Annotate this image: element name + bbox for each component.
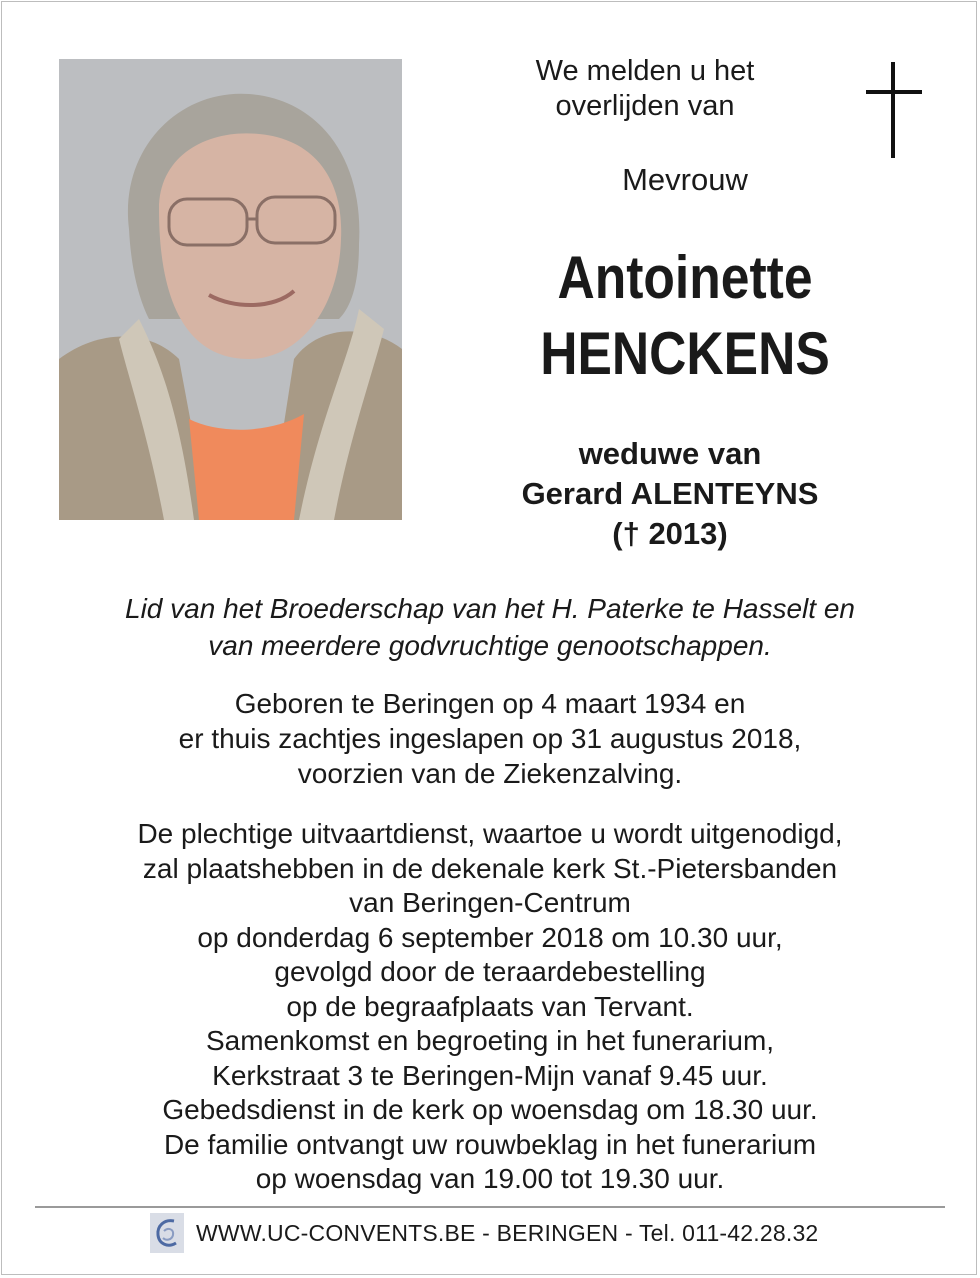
service-line: De plechtige uitvaartdienst, waartoe u wordt uitgenodigd, [137, 818, 843, 849]
service-details [40, 817, 940, 1197]
spouse-name: Gerard ALENTEYNS [521, 476, 819, 511]
birth-death-line: Geboren te Beringen op 4 maart 1934 en [234, 688, 746, 719]
deceased-last-name: HENCKENS [540, 320, 830, 387]
birth-death-line: voorzien van de Ziekenzalving. [297, 758, 683, 789]
announcement-line: overlijden van [555, 90, 735, 122]
spouse-death-year: († 2013) [612, 516, 728, 551]
portrait-photo [59, 59, 402, 520]
membership-line: van meerdere godvruchtige genootschappen. [208, 630, 772, 661]
service-line: op donderdag 6 september 2018 om 10.30 uur, [197, 921, 783, 953]
uc-logo-icon [150, 1213, 184, 1253]
deceased-name [530, 240, 840, 392]
birth-death-text [40, 686, 940, 791]
spouse-relation: weduwe van [578, 436, 762, 471]
honorific: Mevrouw [622, 162, 748, 197]
membership-text [40, 590, 940, 664]
footer [150, 1212, 818, 1254]
footer-contact: WWW.UC-CONVENTS.BE - BERINGEN - Tel. 011-42.28.32 [196, 1219, 819, 1246]
service-line: op de begraafplaats van Tervant. [286, 990, 694, 1022]
spouse-info [440, 434, 900, 554]
service-line: Samenkomst en begroeting in het funerarium, [205, 1025, 775, 1056]
footer-divider [35, 1206, 945, 1208]
service-line: van Beringen-Centrum [349, 887, 631, 918]
service-line: zal plaatshebben in de dekenale kerk St.-Pietersbanden [142, 852, 838, 884]
deceased-first-name: Antoinette [557, 244, 813, 311]
announcement-line: We melden u het [535, 55, 755, 87]
service-line: op woensdag van 19.00 tot 19.30 uur. [255, 1163, 725, 1194]
service-line: gevolgd door de teraardebestelling [274, 956, 706, 987]
announcement-text [450, 54, 840, 124]
membership-line: Lid van het Broederschap van het H. Paterke te Hasselt en [125, 593, 855, 624]
service-line: Gebedsdienst in de kerk op woensdag om 18.30 uur. [162, 1094, 818, 1125]
service-line: De familie ontvangt uw rouwbeklag in het funerarium [163, 1128, 817, 1160]
cross-icon [866, 62, 922, 158]
birth-death-line: er thuis zachtjes ingeslapen op 31 augustus 2018, [178, 723, 802, 754]
service-line: Kerkstraat 3 te Beringen-Mijn vanaf 9.45 uur. [212, 1059, 768, 1091]
